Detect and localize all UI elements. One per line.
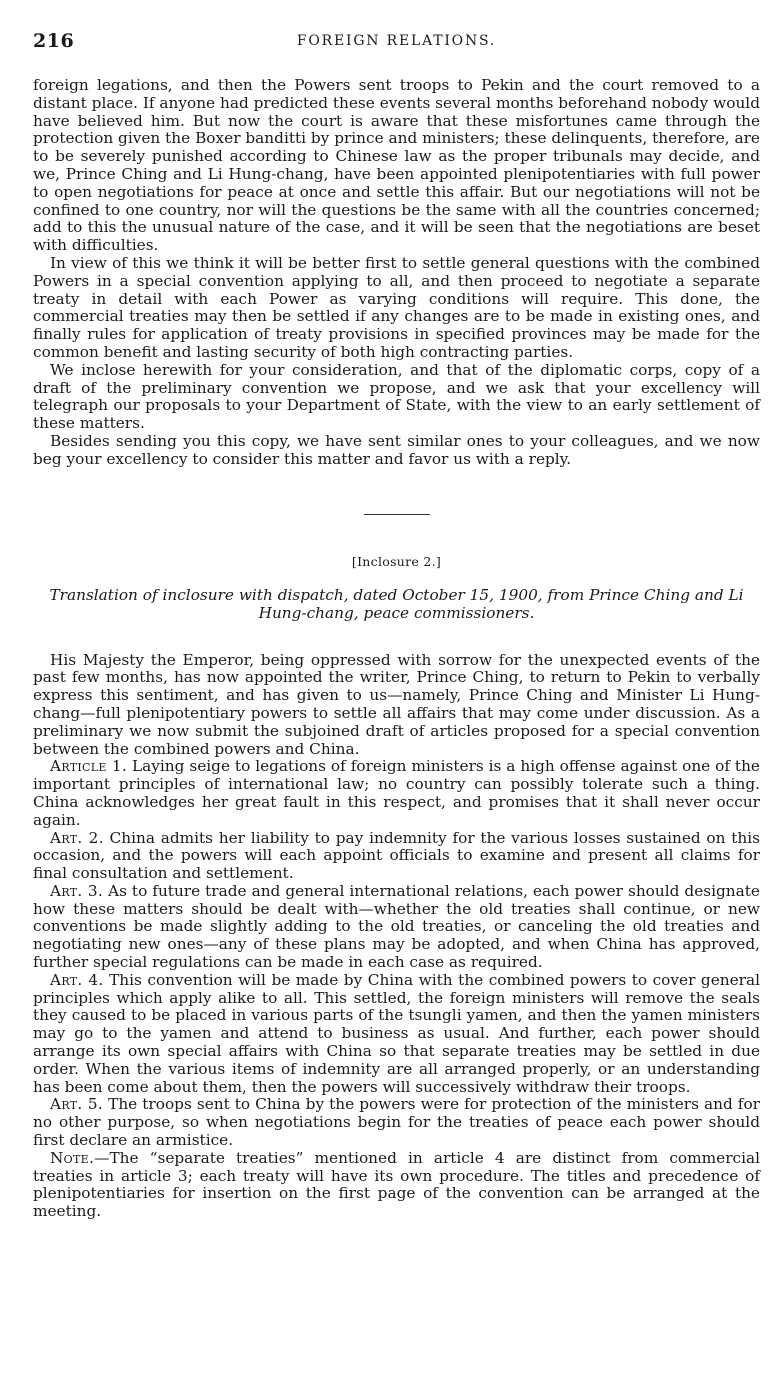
article-2 — [33, 830, 760, 883]
inclosure-body — [33, 652, 760, 1222]
inclosure-label: [Inclosure 2.] — [351, 553, 442, 569]
article-text: Laying seige to legations of foreign ministers is a high offense against one of the important principles of international law; no country can possibly tolerate such a thing. China acknowledges her great fault in this respect, and promises that it shall never occur again. — [33, 757, 760, 829]
article-label: Art. 5. — [50, 1095, 104, 1114]
page-number: 216 — [33, 30, 75, 52]
running-title: FOREIGN RELATIONS. — [296, 33, 497, 49]
letter-paragraph-4: Besides sending you this copy, we have sent similar ones to your colleagues, and we now beg your excellency to consider this matter and favor us with a reply. — [33, 431, 760, 468]
letter-paragraph-2: In view of this we think it will be better first to settle general questions with the combined Powers in a special convention applying to all, and then proceed to negotiate a separate treaty in detail with each Power as varying conditions will require. This done, the commercial treaties may then be settled if any changes are to be made in existing ones, and finally rules for application of treaty provisions in specified provinces may be made for the common benefit and lasting security of both high contracting parties. — [33, 253, 760, 361]
article-3 — [33, 883, 760, 972]
article-label: Art. 2. — [50, 828, 104, 847]
letter-body — [33, 77, 760, 469]
article-5 — [33, 1096, 760, 1149]
document-page — [33, 30, 760, 1221]
article-label: Article 1. — [50, 757, 128, 776]
article-text: The troops sent to China by the powers were for protection of the ministers and for no other purpose, so when negotiations begin for the treaties of peace each power should first declare an armistice. — [33, 1095, 760, 1150]
article-text: As to future trade and general international relations, each power should designate how these matters should be dealt with—whether the old treaties shall continue, or new conventions be made slightly adding to the old treaties, or canceling the old treaties and negotiating new ones—any of these plans may be adopted, and when China has approved, further special regulations can be made in each case as required. — [33, 881, 760, 972]
note-label: Note. — [50, 1148, 95, 1167]
article-label: Art. 4. — [50, 970, 104, 989]
note-text: —The “separate treaties” mentioned in article 4 are distinct from commercial treaties in article 3; each treaty will have its own procedure. The titles and precedence of plenipotentiaries for insertion on the first page of the convention can be arranged at the meeting. — [33, 1148, 760, 1221]
article-4 — [33, 972, 760, 1097]
inclosure-intro: His Majesty the Emperor, being oppressed with sorrow for the unexpected events of the past few months, has now appointed the writer, Prince Ching, to return to Pekin to verbally express this sentiment, and has given to us—namely, Prince Ching and Minister Li Hung-chang—full plenipotentiary powers to settle all affairs that may come under discussion. As a preliminary we now submit the subjoined draft of articles proposed for a special convention between the combined powers and China. — [33, 650, 760, 758]
letter-paragraph-3: We inclose herewith for your consideration, and that of the diplomatic corps, copy of a draft of the preliminary convention we propose, and we ask that your excellency will telegraph our proposals to your Department of State, with the view to an early settlement of these matters. — [33, 360, 760, 433]
article-text: China admits her liability to pay indemnity for the various losses sustained on this occasion, and the powers will each appoint officials to examine and present all claims for final consultation and settlement. — [33, 828, 760, 883]
article-1 — [33, 758, 760, 829]
article-text: This convention will be made by China with the combined powers to cover general principles which apply alike to all. This settled, the foreign ministers will remove the seals they caused to be placed in various parts of the tsungli yamen, and then the yamen ministers may go to the yamen and attend to business as usual. And further, each power should arrange its own special affairs with China so that separate treaties may be settled in due order. When the various items of indemnity are all arranged properly, or an understanding has been come about them, then the powers will successively withdraw their troops. — [33, 970, 760, 1096]
note-paragraph — [33, 1150, 760, 1221]
page-header — [33, 30, 760, 54]
section-divider — [364, 514, 430, 515]
article-label: Art. 3. — [50, 881, 104, 900]
inclosure-title: Translation of inclosure with dispatch, dated October 15, 1900, from Prince Ching and Li Hung-chang, peace commissioners. — [49, 585, 744, 622]
letter-paragraph-1: foreign legations, and then the Powers sent troops to Pekin and the court removed to a distant place. If anyone had predicted these events several months beforehand nobody would have believed him. But now the court is aware that these misfortunes came through the protection given the Boxer banditti by prince and ministers; these delinquents, therefore, are to be severely punished according to Chinese law as the proper tribunals may decide, and we, Prince Ching and Li Hung-chang, have been appointed plenipotentiaries with full power to open negotiations for peace at once and settle this affair. But our negotiations will not be confined to one country, nor will the questions be the same with all the countries concerned; add to this the unusual nature of the case, and it will be seen that the negotiations are beset with difficulties. — [33, 76, 760, 255]
